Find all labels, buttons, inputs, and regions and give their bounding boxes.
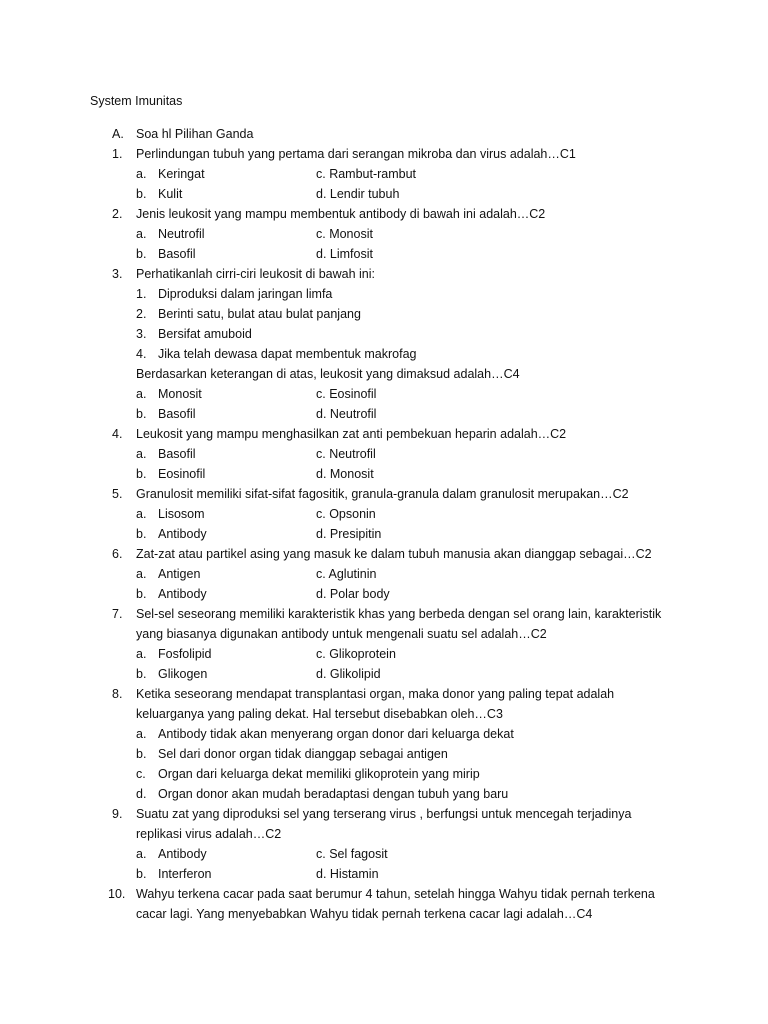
statement-number: 3. bbox=[136, 327, 147, 341]
question-number: 4. bbox=[112, 427, 123, 441]
question-number: 10. bbox=[108, 887, 126, 901]
option-letter: a. bbox=[136, 447, 147, 461]
option-letter: a. bbox=[136, 227, 147, 241]
option-text: Kulit bbox=[158, 187, 183, 201]
option-letter: b. bbox=[136, 407, 147, 421]
section-label: Soa hl Pilihan Ganda bbox=[136, 127, 254, 141]
option-text: Keringat bbox=[158, 167, 205, 181]
option-text: d. Glikolipid bbox=[316, 667, 381, 681]
question-text: replikasi virus adalah…C2 bbox=[136, 827, 282, 841]
option-text: Interferon bbox=[158, 867, 212, 881]
option-text: d. Histamin bbox=[316, 867, 379, 881]
question-text: Berdasarkan keterangan di atas, leukosit yang dimaksud adalah…C4 bbox=[136, 367, 520, 381]
option-text: d. Neutrofil bbox=[316, 407, 377, 421]
option-letter: a. bbox=[136, 167, 147, 181]
statement-text: Jika telah dewasa dapat membentuk makrofag bbox=[158, 347, 417, 361]
option-text: c. Glikoprotein bbox=[316, 647, 396, 661]
option-text: c. Monosit bbox=[316, 227, 373, 241]
option-text: Antibody bbox=[158, 847, 207, 861]
question-number: 7. bbox=[112, 607, 123, 621]
option-text: Organ donor akan mudah beradaptasi dengan tubuh yang baru bbox=[158, 787, 509, 801]
option-letter: b. bbox=[136, 867, 147, 881]
option-letter: c. bbox=[136, 767, 146, 781]
statement-text: Bersifat amuboid bbox=[158, 327, 252, 341]
option-text: Eosinofil bbox=[158, 467, 206, 481]
option-letter: b. bbox=[136, 187, 147, 201]
question-text: keluarganya yang paling dekat. Hal tersebut disebabkan oleh…C3 bbox=[136, 707, 503, 721]
question-number: 1. bbox=[112, 147, 123, 161]
question-number: 6. bbox=[112, 547, 123, 561]
option-text: Fosfolipid bbox=[158, 647, 212, 661]
option-text: Antibody tidak akan menyerang organ donor dari keluarga dekat bbox=[158, 727, 514, 741]
question-text: yang biasanya digunakan antibody untuk mengenali suatu sel adalah…C2 bbox=[136, 627, 547, 641]
option-letter: b. bbox=[136, 527, 147, 541]
statement-number: 2. bbox=[136, 307, 147, 321]
option-text: c. Neutrofil bbox=[316, 447, 376, 461]
question-text: Jenis leukosit yang mampu membentuk antibody di bawah ini adalah…C2 bbox=[136, 207, 546, 221]
option-letter: a. bbox=[136, 647, 147, 661]
option-letter: a. bbox=[136, 567, 147, 581]
option-text: d. Presipitin bbox=[316, 527, 382, 541]
option-text: Basofil bbox=[158, 407, 196, 421]
statement-text: Diproduksi dalam jaringan limfa bbox=[158, 287, 333, 301]
option-text: Basofil bbox=[158, 247, 196, 261]
statement-number: 4. bbox=[136, 347, 147, 361]
option-text: d. Monosit bbox=[316, 467, 374, 481]
option-text: Glikogen bbox=[158, 667, 208, 681]
option-text: c. Sel fagosit bbox=[316, 847, 388, 861]
option-text: d. Limfosit bbox=[316, 247, 373, 261]
option-letter: d. bbox=[136, 787, 147, 801]
option-letter: b. bbox=[136, 747, 147, 761]
option-letter: b. bbox=[136, 247, 147, 261]
question-text: Perhatikanlah cirri-ciri leukosit di bawah ini: bbox=[136, 267, 375, 281]
option-letter: a. bbox=[136, 387, 147, 401]
document-title: System Imunitas bbox=[90, 94, 183, 108]
option-text: d. Polar body bbox=[316, 587, 390, 601]
question-text: Perlindungan tubuh yang pertama dari serangan mikroba dan virus adalah…C1 bbox=[136, 147, 576, 161]
statement-text: Berinti satu, bulat atau bulat panjang bbox=[158, 307, 361, 321]
question-number: 3. bbox=[112, 267, 123, 281]
option-letter: b. bbox=[136, 467, 147, 481]
option-text: d. Lendir tubuh bbox=[316, 187, 400, 201]
question-number: 8. bbox=[112, 687, 123, 701]
question-number: 2. bbox=[112, 207, 123, 221]
option-text: c. Aglutinin bbox=[316, 567, 377, 581]
option-text: Organ dari keluarga dekat memiliki glikoprotein yang mirip bbox=[158, 767, 480, 781]
option-text: Antigen bbox=[158, 567, 201, 581]
option-letter: b. bbox=[136, 587, 147, 601]
question-text: Suatu zat yang diproduksi sel yang terserang virus , berfungsi untuk mencegah terjadinya bbox=[136, 807, 632, 821]
option-letter: a. bbox=[136, 727, 147, 741]
option-text: Neutrofil bbox=[158, 227, 205, 241]
section-marker: A. bbox=[112, 127, 124, 141]
question-text: cacar lagi. Yang menyebabkan Wahyu tidak pernah terkena cacar lagi adalah…C4 bbox=[136, 907, 593, 921]
question-text: Ketika seseorang mendapat transplantasi organ, maka donor yang paling tepat adalah bbox=[136, 687, 615, 701]
question-number: 9. bbox=[112, 807, 123, 821]
question-text: Wahyu terkena cacar pada saat berumur 4 tahun, setelah hingga Wahyu tidak pernah terkena bbox=[136, 887, 655, 901]
option-letter: b. bbox=[136, 667, 147, 681]
question-text: Sel-sel seseorang memiliki karakteristik khas yang berbeda dengan sel orang lain, karakteristik bbox=[136, 607, 662, 621]
question-number: 5. bbox=[112, 487, 123, 501]
option-text: Antibody bbox=[158, 587, 207, 601]
option-letter: a. bbox=[136, 847, 147, 861]
question-text: Zat-zat atau partikel asing yang masuk ke dalam tubuh manusia akan dianggap sebagai…C2 bbox=[136, 547, 652, 561]
question-text: Leukosit yang mampu menghasilkan zat anti pembekuan heparin adalah…C2 bbox=[136, 427, 567, 441]
option-letter: a. bbox=[136, 507, 147, 521]
option-text: Lisosom bbox=[158, 507, 205, 521]
option-text: c. Rambut-rambut bbox=[316, 167, 417, 181]
option-text: c. Eosinofil bbox=[316, 387, 377, 401]
option-text: Antibody bbox=[158, 527, 207, 541]
option-text: Basofil bbox=[158, 447, 196, 461]
option-text: Sel dari donor organ tidak dianggap sebagai antigen bbox=[158, 747, 448, 761]
option-text: Monosit bbox=[158, 387, 202, 401]
question-text: Granulosit memiliki sifat-sifat fagositik, granula-granula dalam granulosit merupakan…C2 bbox=[136, 487, 629, 501]
statement-number: 1. bbox=[136, 287, 147, 301]
option-text: c. Opsonin bbox=[316, 507, 376, 521]
